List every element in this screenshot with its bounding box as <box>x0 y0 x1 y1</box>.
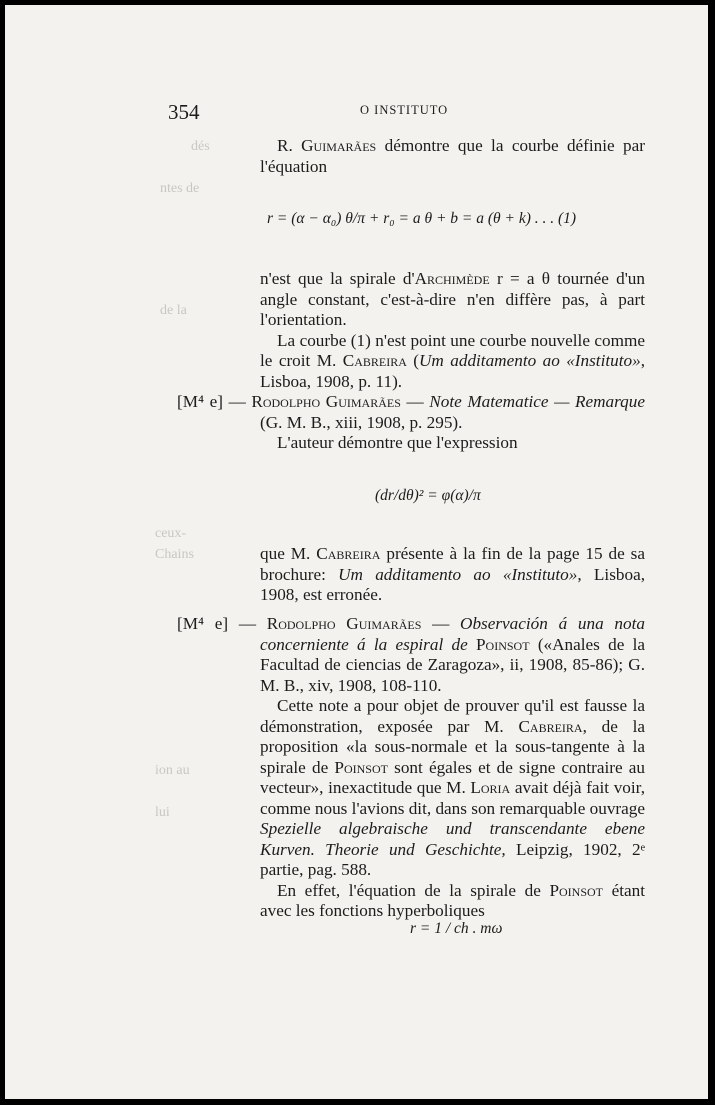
page-number: 354 <box>168 100 200 124</box>
bleed-through-text: ntes de <box>160 181 200 196</box>
bibliography-entry: [M⁴ e] — Rodolpho Guimarães — Observación á una nota concerniente á la espiral de Poinsot («Anales de la Facultad de ciencias de Zaragoza», ii, 1908, 85-86); G. M. B., xiv, 1908, 108-110. <box>177 614 646 695</box>
bleed-through-text: Chains <box>155 547 194 562</box>
running-title: O INSTITUTO <box>360 103 449 117</box>
bleed-through-text: de la <box>160 303 187 318</box>
bleed-through-text: lui <box>155 805 170 820</box>
equation-3: r = 1 / ch . mω <box>410 920 503 937</box>
bleed-through-text: dés <box>191 139 210 154</box>
paragraph: que M. Cabreira présente à la fin de la page 15 de sa brochure: Um additamento ao «Instituto», Lisboa, 1908, est erronée. <box>260 544 645 604</box>
paragraph: n'est que la spirale d'Archimède r = a θ tournée d'un angle constant, c'est-à-dire n'en diffère pas, à part l'orientation. La courbe (1) n'est point une courbe nouvelle comme le croit M. Cabreira (Um additamento ao «Instituto», Lisboa, 1908, p. 11). <box>260 269 645 391</box>
paragraph: Cette note a pour objet de prouver qu'il est fausse la démonstration, exposée par M. Cabreira, de la proposition «la sous-normale et la sous-tangente à la spirale de Poinsot sont égales et de signe contraire au vecteur», inexactitude que M. Loria avait déjà fait voir, comme nous l'avions dit, dans son remarquable ouvrage Spezielle algebraische und transcendante ebene Kurven. Theorie und Geschichte, Leipzig, 1902, 2ᵉ partie, pag. 588. En effet, l'équation de la spirale de Poinsot étant avec les fonctions hyperboliques <box>260 696 646 920</box>
equation-1: r = (α − α₀) θ/π + r₀ = a θ + b = a (θ + k) . . . (1) <box>267 210 577 227</box>
equation-2: (dr/dθ)² = φ(α)/π <box>375 487 481 504</box>
bleed-through-text: ion au <box>155 763 190 778</box>
paragraph: L'auteur démontre que l'expression <box>277 433 518 452</box>
paragraph: R. Guimarães démontre que la courbe définie par l'équation <box>260 136 645 176</box>
bibliography-entry: [M⁴ e] — Rodolpho Guimarães — Note Matematice — Remarque (G. M. B., xiii, 1908, p. 295). <box>177 392 646 432</box>
scanned-page <box>5 5 708 1099</box>
bleed-through-text: ceux- <box>155 526 187 541</box>
